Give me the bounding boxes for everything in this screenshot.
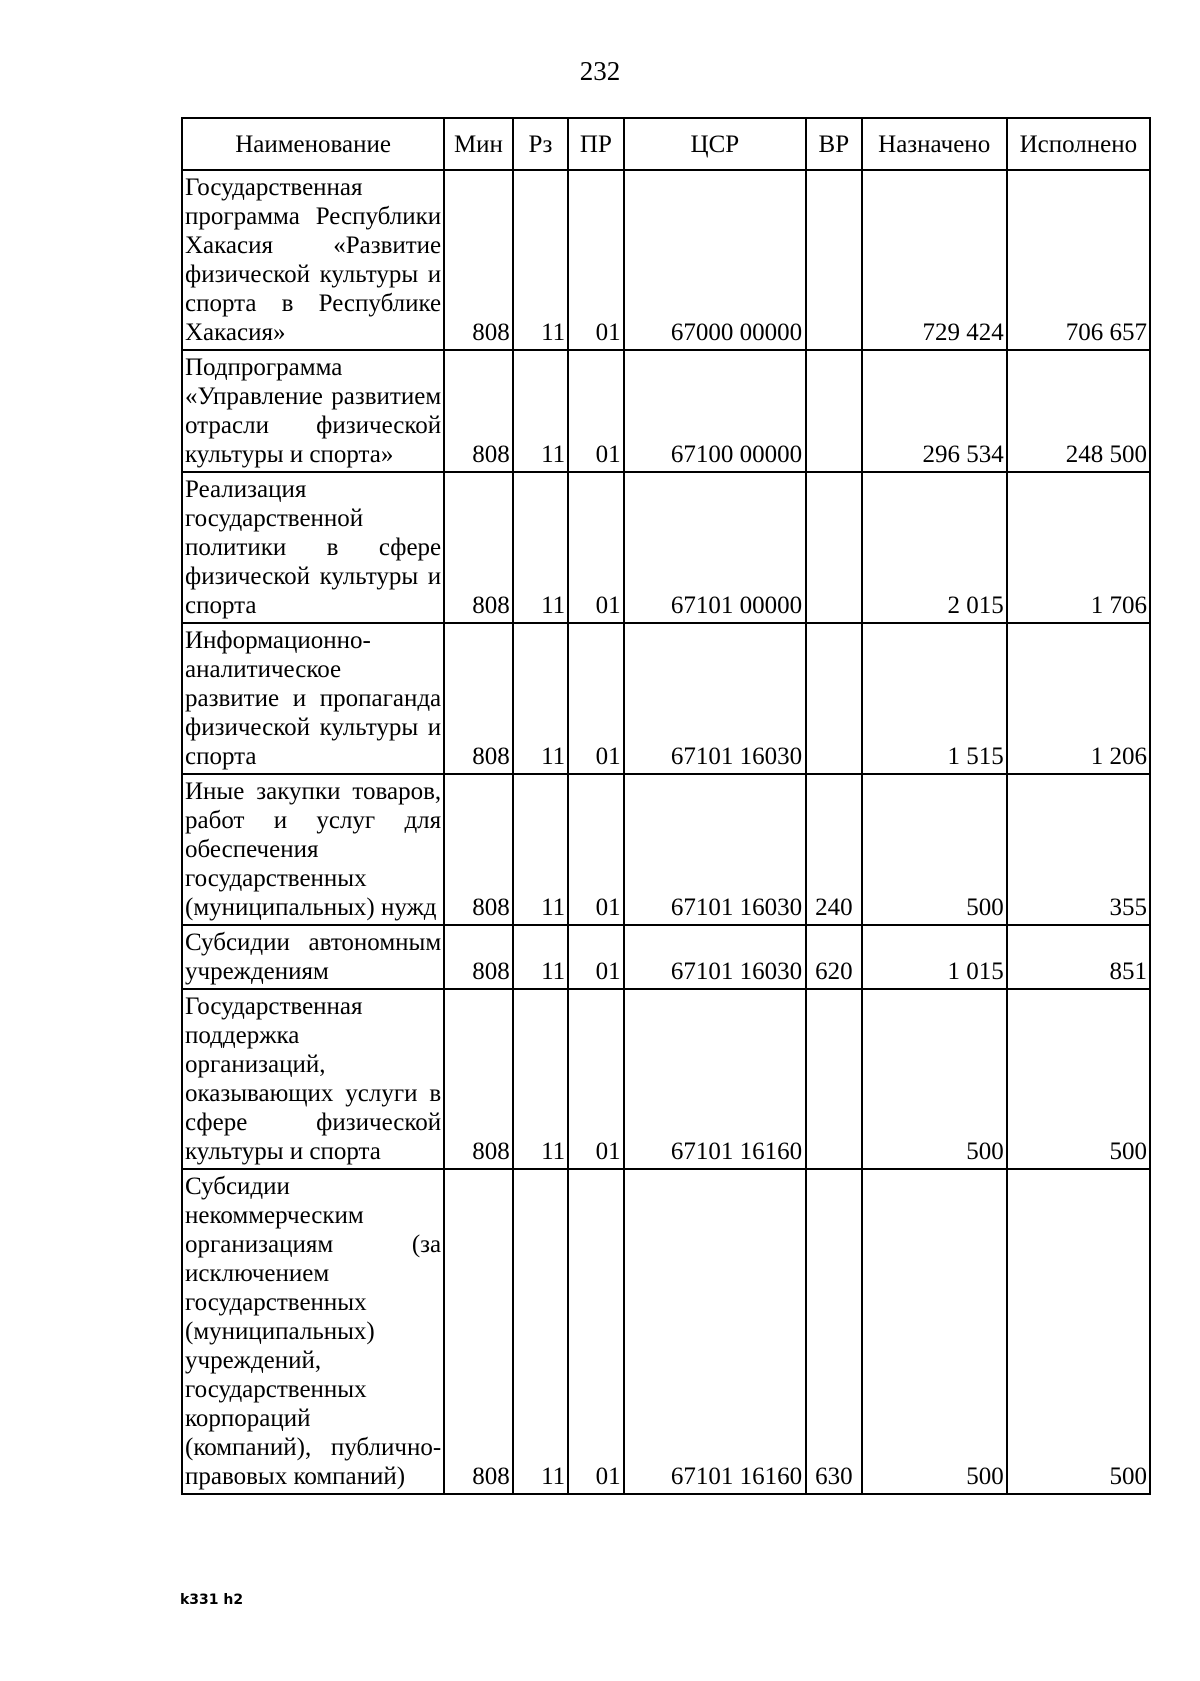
- header-vr: ВР: [806, 118, 861, 170]
- table-row: [182, 623, 1150, 774]
- row-rz: 11: [513, 989, 568, 1169]
- row-naznacheno: 729 424: [862, 170, 1007, 350]
- row-name: Государственная поддержка организаций, оказывающих услуги в сфере физической культуры и спорта: [182, 989, 444, 1169]
- row-csr: 67101 16030: [624, 925, 807, 989]
- header-csr: ЦСР: [624, 118, 807, 170]
- footer-code: k331 h2: [180, 1592, 244, 1608]
- row-min: 808: [444, 170, 513, 350]
- row-name: Подпрограмма «Управление развитием отрасли физической культуры и спорта»: [182, 350, 444, 472]
- row-min: 808: [444, 774, 513, 925]
- row-rz: 11: [513, 774, 568, 925]
- row-ispolneno: 355: [1007, 774, 1150, 925]
- row-name: Государственная программа Республики Хакасия «Развитие физической культуры и спорта в Республике Хакасия»: [182, 170, 444, 350]
- row-rz: 11: [513, 170, 568, 350]
- row-csr: 67100 00000: [624, 350, 807, 472]
- row-min: 808: [444, 350, 513, 472]
- row-pr: 01: [568, 1169, 623, 1494]
- header-pr: ПР: [568, 118, 623, 170]
- header-ispolneno: Исполнено: [1007, 118, 1150, 170]
- row-pr: 01: [568, 350, 623, 472]
- table-row: [182, 350, 1150, 472]
- row-naznacheno: 296 534: [862, 350, 1007, 472]
- row-csr: 67101 16160: [624, 1169, 807, 1494]
- row-min: 808: [444, 472, 513, 623]
- row-ispolneno: 500: [1007, 1169, 1150, 1494]
- row-vr: 240: [806, 774, 861, 925]
- row-naznacheno: 1 015: [862, 925, 1007, 989]
- header-min: Мин: [444, 118, 513, 170]
- row-vr: [806, 623, 861, 774]
- row-min: 808: [444, 1169, 513, 1494]
- header-name: Наименование: [182, 118, 444, 170]
- row-name: Реализация государственной политики в сфере физической культуры и спорта: [182, 472, 444, 623]
- row-pr: 01: [568, 989, 623, 1169]
- row-name: Субсидии некоммерческим организациям (за исключением государственных (муниципальных) учреждений, государственных корпораций (компаний), публично-правовых компаний): [182, 1169, 444, 1494]
- row-naznacheno: 500: [862, 774, 1007, 925]
- row-min: 808: [444, 623, 513, 774]
- table-header-row: [182, 118, 1150, 170]
- row-vr: 630: [806, 1169, 861, 1494]
- row-rz: 11: [513, 623, 568, 774]
- row-csr: 67101 16030: [624, 774, 807, 925]
- page-number: 232: [579, 56, 621, 86]
- row-csr: 67101 16030: [624, 623, 807, 774]
- budget-table: [181, 117, 1151, 1495]
- row-rz: 11: [513, 350, 568, 472]
- row-name: Информационно-аналитическое развитие и пропаганда физической культуры и спорта: [182, 623, 444, 774]
- row-naznacheno: 500: [862, 989, 1007, 1169]
- row-csr: 67101 00000: [624, 472, 807, 623]
- table-row: [182, 472, 1150, 623]
- row-min: 808: [444, 989, 513, 1169]
- row-vr: [806, 472, 861, 623]
- row-min: 808: [444, 925, 513, 989]
- table-row: [182, 170, 1150, 350]
- row-naznacheno: 2 015: [862, 472, 1007, 623]
- row-pr: 01: [568, 472, 623, 623]
- row-naznacheno: 1 515: [862, 623, 1007, 774]
- row-name: Иные закупки товаров, работ и услуг для обеспечения государственных (муниципальных) нужд: [182, 774, 444, 925]
- row-vr: [806, 989, 861, 1169]
- row-ispolneno: 1 206: [1007, 623, 1150, 774]
- row-pr: 01: [568, 170, 623, 350]
- table-row: [182, 989, 1150, 1169]
- row-pr: 01: [568, 774, 623, 925]
- row-ispolneno: 1 706: [1007, 472, 1150, 623]
- table-row: [182, 1169, 1150, 1494]
- row-rz: 11: [513, 1169, 568, 1494]
- row-rz: 11: [513, 925, 568, 989]
- row-csr: 67101 16160: [624, 989, 807, 1169]
- table-row: [182, 774, 1150, 925]
- row-csr: 67000 00000: [624, 170, 807, 350]
- row-rz: 11: [513, 472, 568, 623]
- row-vr: 620: [806, 925, 861, 989]
- row-ispolneno: 500: [1007, 989, 1150, 1169]
- row-ispolneno: 248 500: [1007, 350, 1150, 472]
- row-ispolneno: 851: [1007, 925, 1150, 989]
- header-naznacheno: Назначено: [862, 118, 1007, 170]
- row-naznacheno: 500: [862, 1169, 1007, 1494]
- row-vr: [806, 350, 861, 472]
- table-row: [182, 925, 1150, 989]
- header-rz: Рз: [513, 118, 568, 170]
- row-name: Субсидии автономным учреждениям: [182, 925, 444, 989]
- row-pr: 01: [568, 623, 623, 774]
- row-pr: 01: [568, 925, 623, 989]
- row-ispolneno: 706 657: [1007, 170, 1150, 350]
- row-vr: [806, 170, 861, 350]
